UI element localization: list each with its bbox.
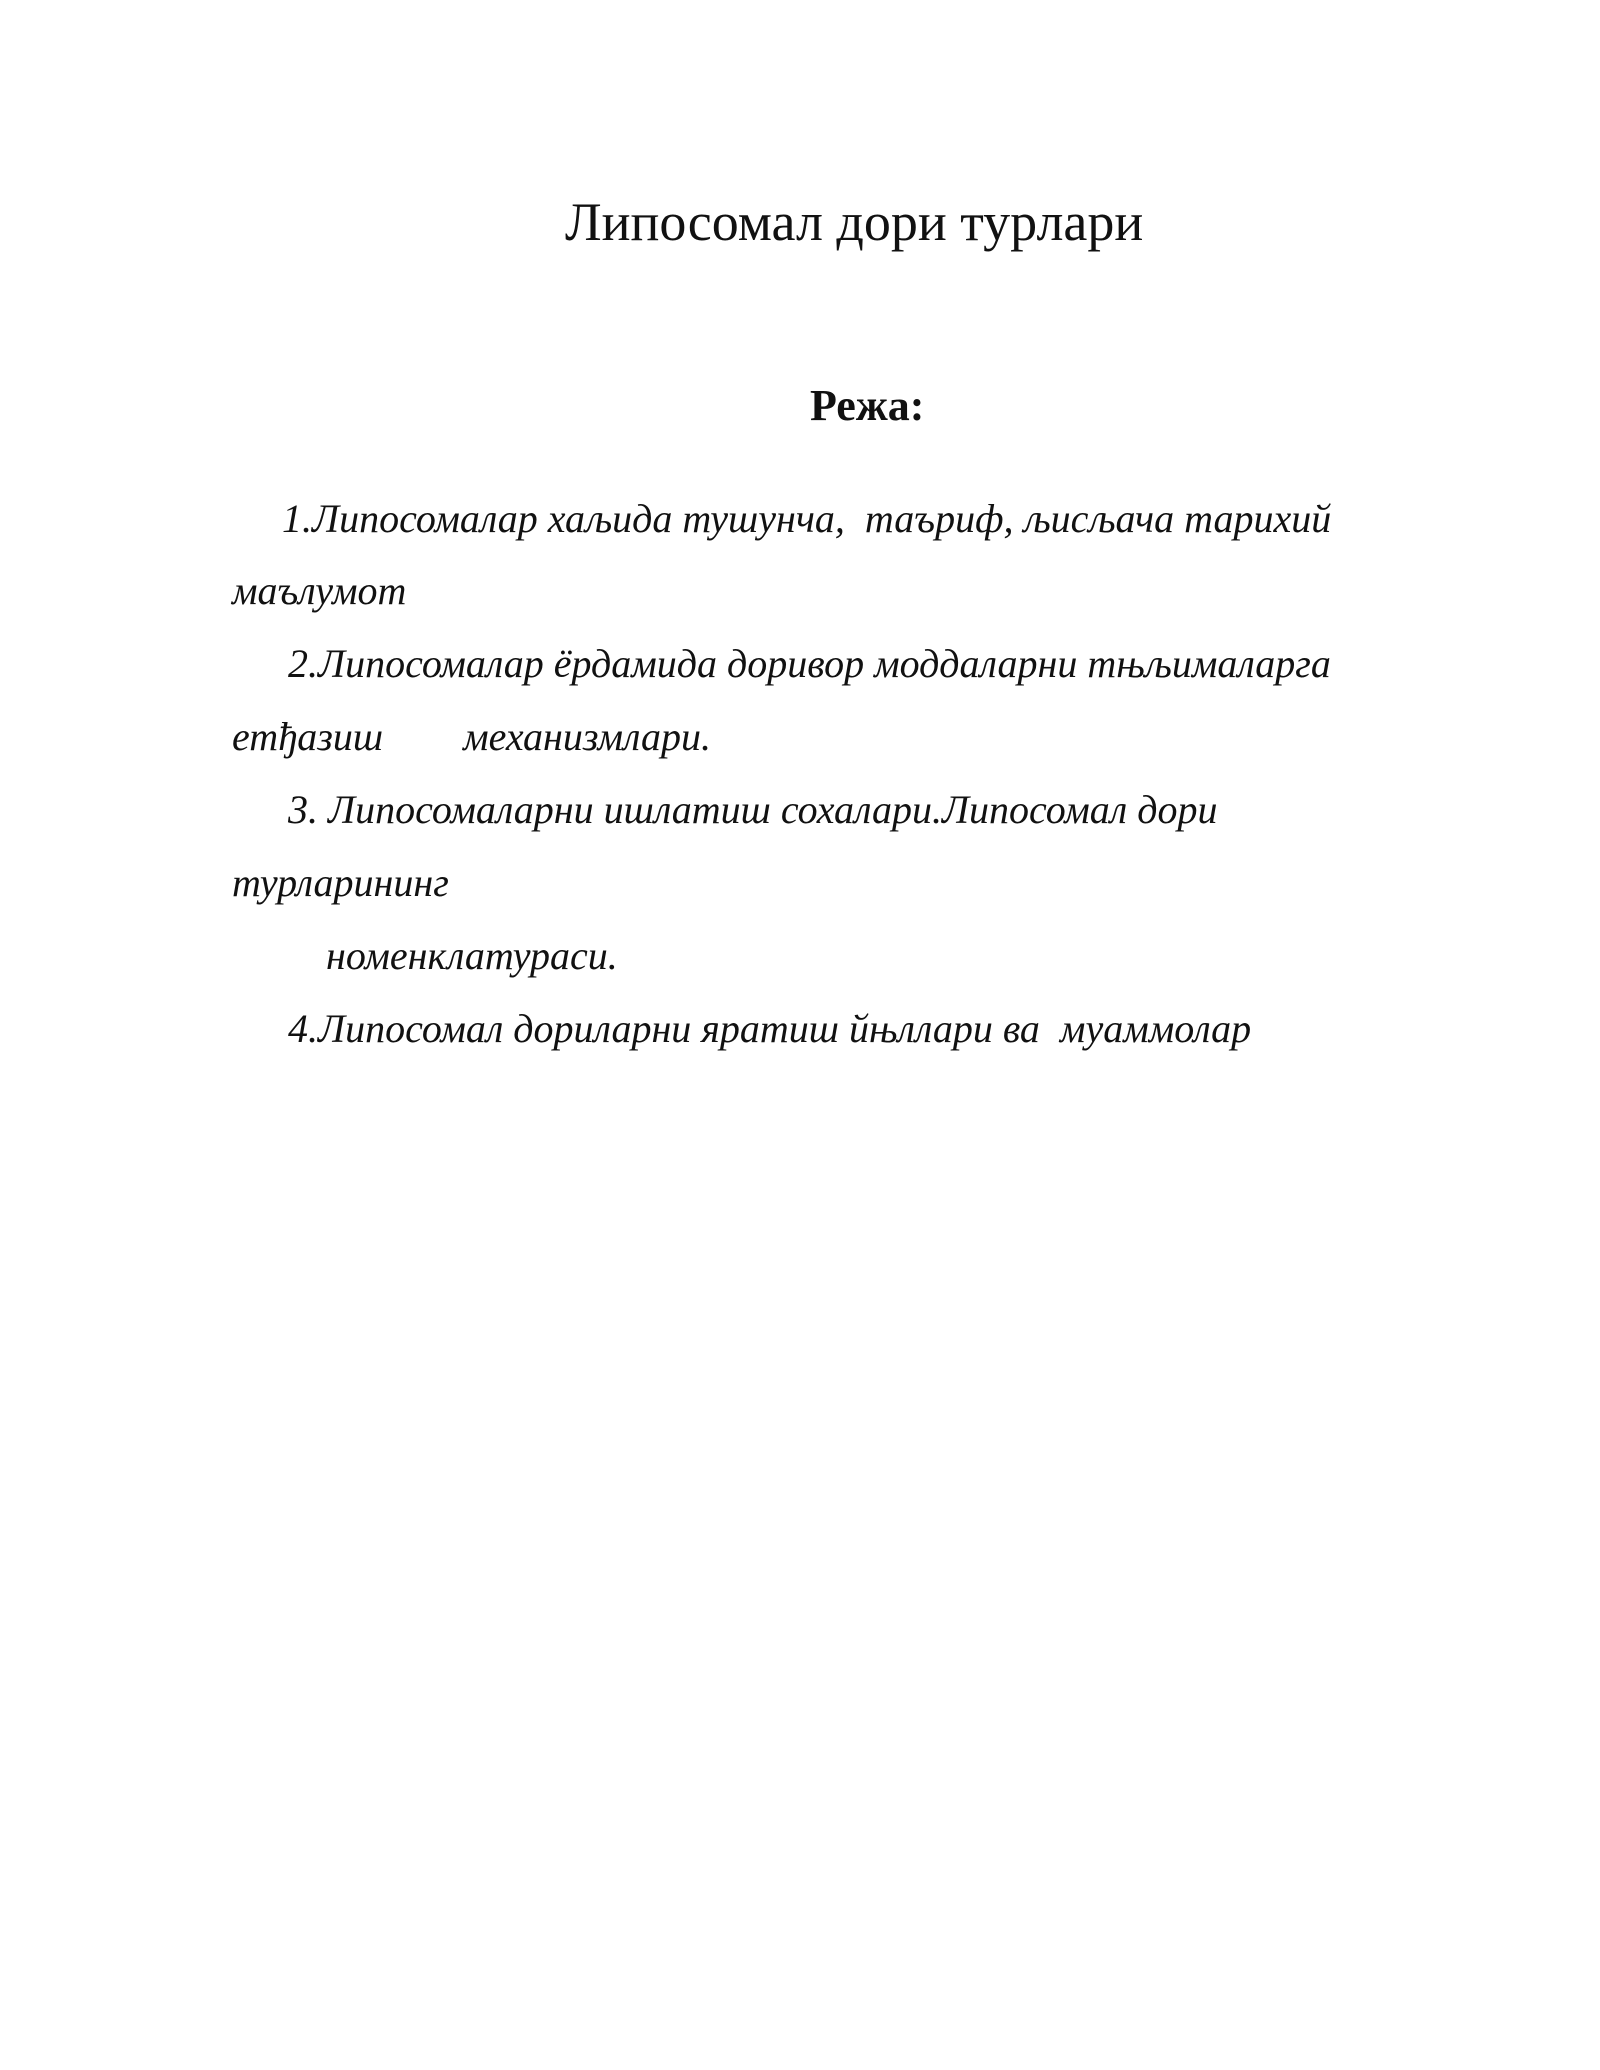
plan-item-3-line-3: номенклатураси. xyxy=(326,933,618,978)
plan-item-3-line-1: 3. Липосомаларни ишлатиш сохалари.Липосомал дори xyxy=(288,787,1218,832)
plan-heading: Режа: xyxy=(810,381,925,430)
plan-item-3-line-2: турларининг xyxy=(232,860,449,905)
plan-item-1-line-1: 1.Липосомалар хаљида тушунча, таъриф, љисљача тарихий xyxy=(282,496,1332,541)
plan-item-4-line-1: 4.Липосомал дориларни яратиш йњллари ва муаммолар xyxy=(288,1006,1252,1051)
plan-item-2-line-1: 2.Липосомалар ёрдамида доривор моддаларни тњљималарга xyxy=(288,641,1331,686)
document-title: Липосомал дори турлари xyxy=(565,192,1144,252)
plan-item-2-line-2: етђазиш механизмлари. xyxy=(232,714,711,759)
plan-item-1-line-2: маълумот xyxy=(232,568,407,613)
